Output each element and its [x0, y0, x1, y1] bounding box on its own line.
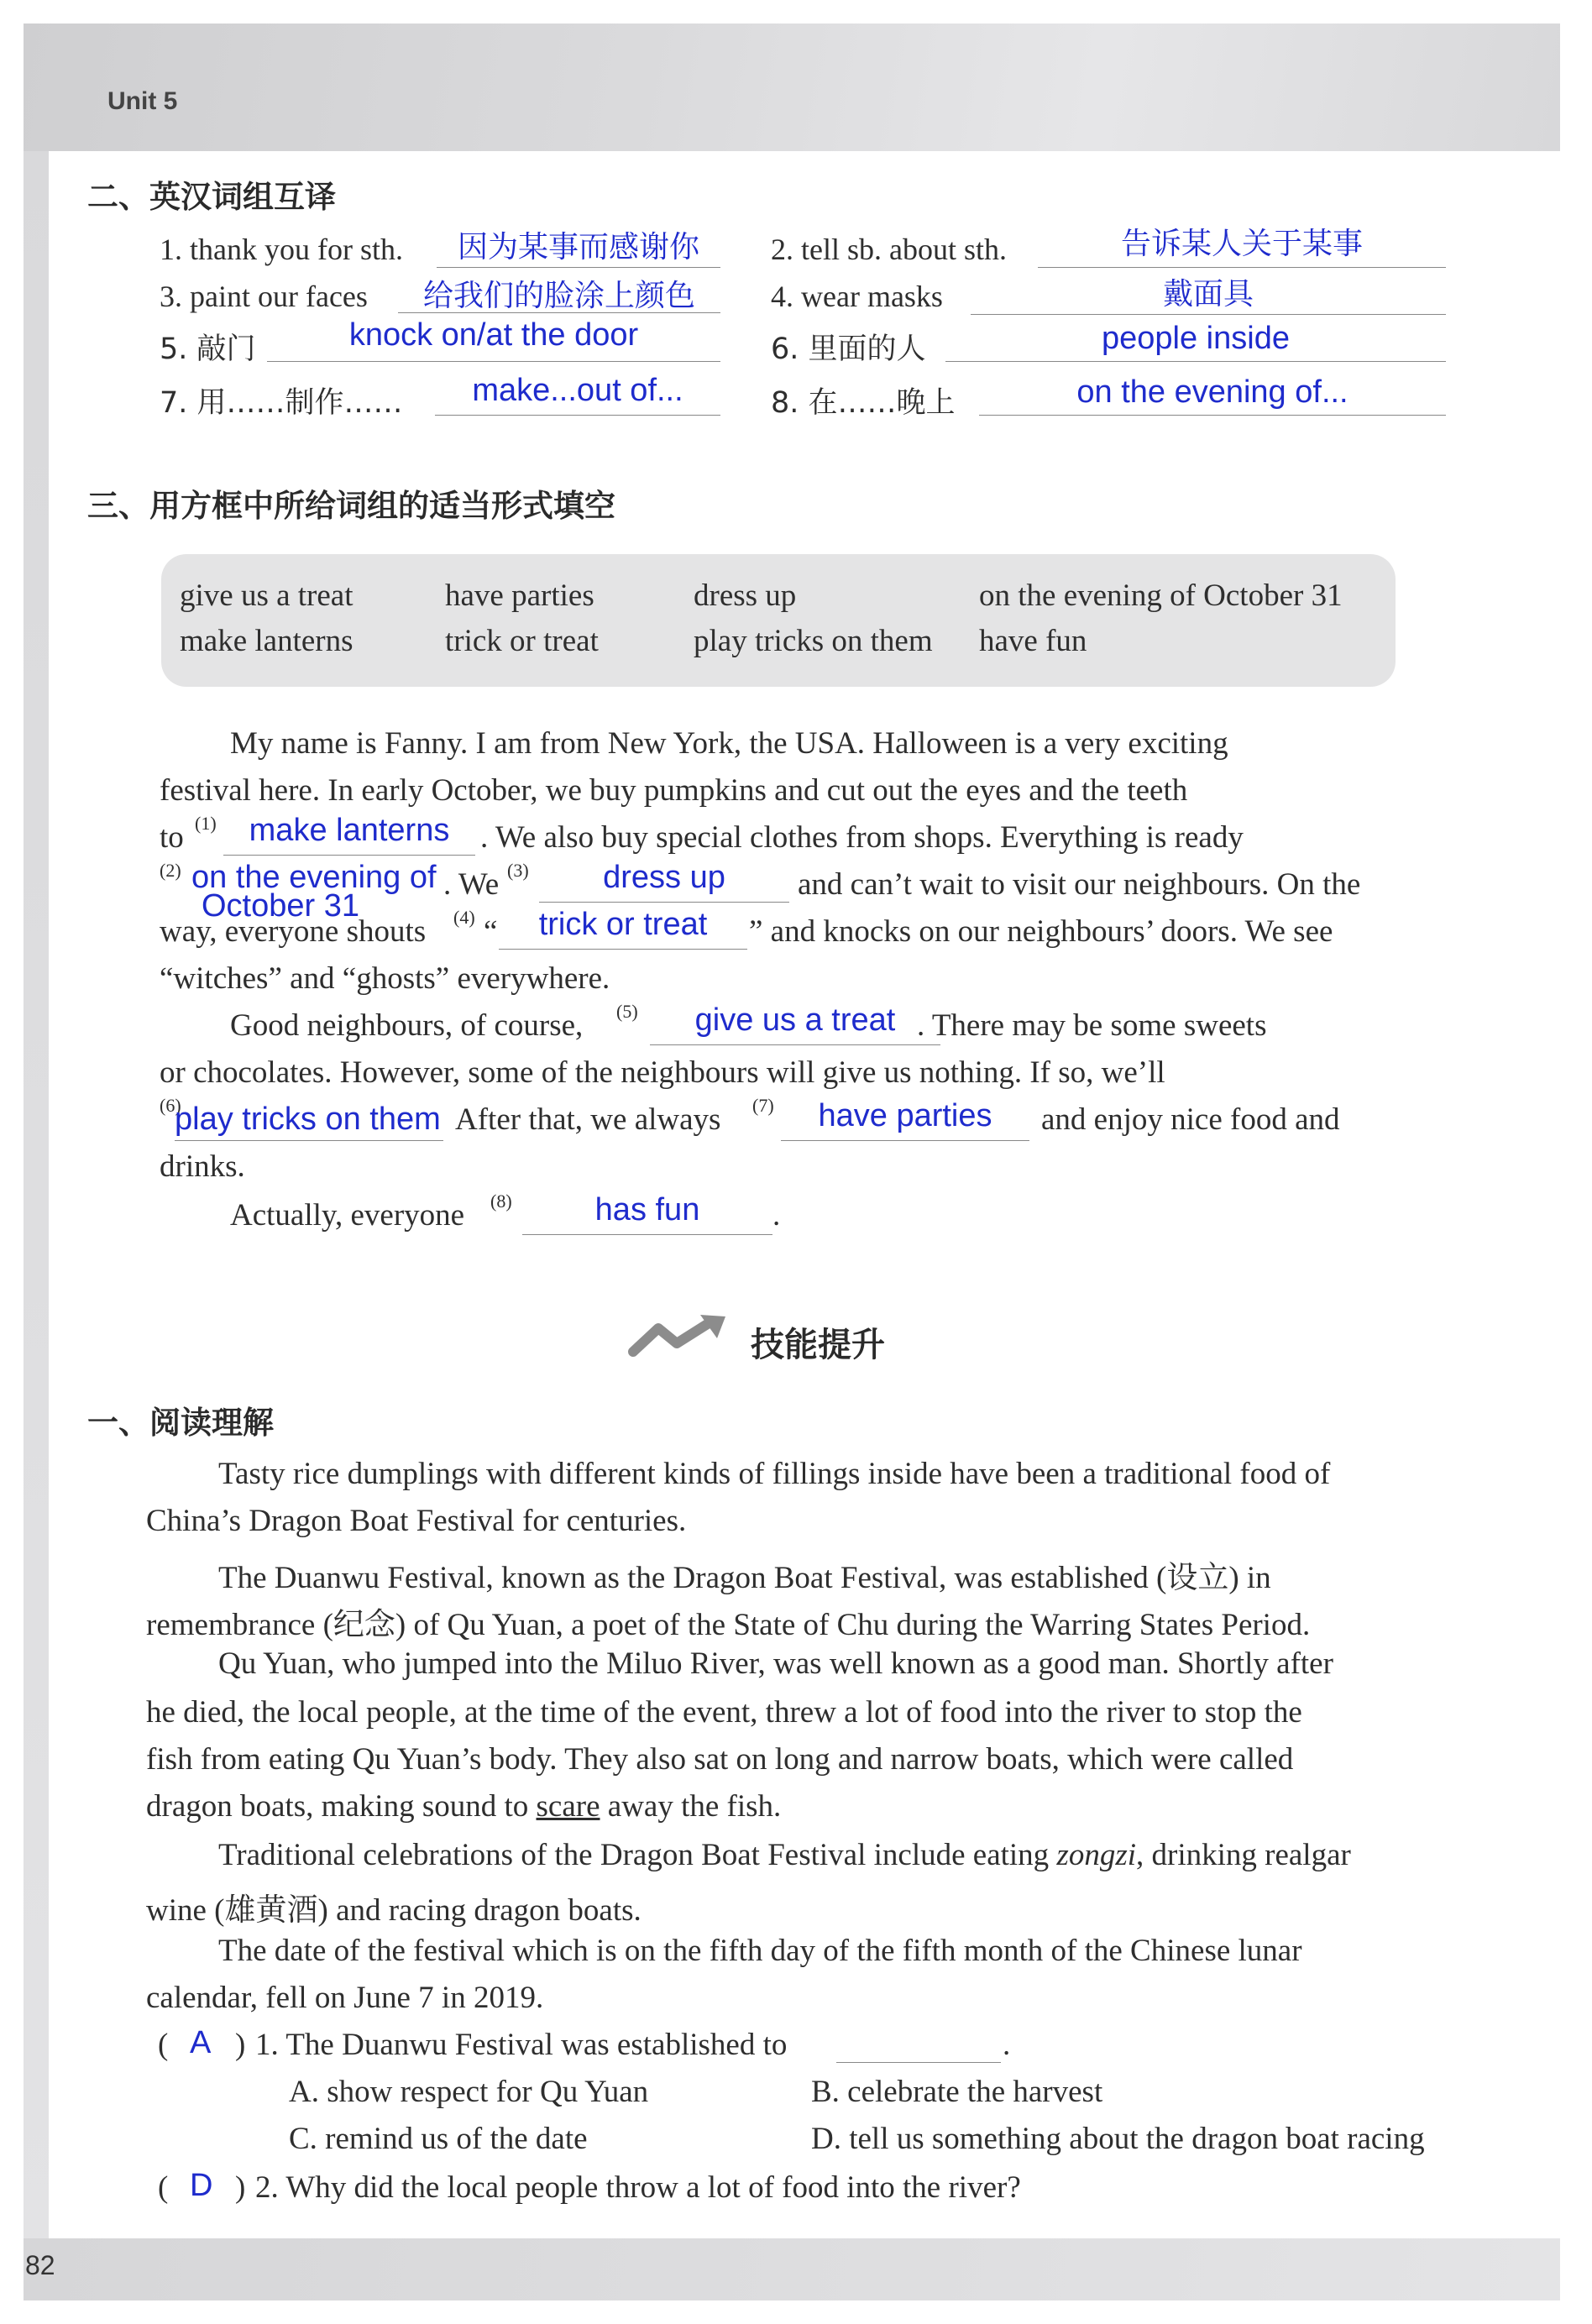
paren-open: ( — [158, 2170, 169, 2205]
blank-number: (4) — [453, 907, 475, 928]
option-b: B. celebrate the harvest — [811, 2075, 1103, 2109]
answer-text: 给我们的脸涂上颜色 — [422, 279, 695, 313]
blank-number: (7) — [752, 1095, 774, 1116]
section-title-translation: 二、英汉词组互译 — [87, 179, 336, 215]
blank-number: (8) — [490, 1191, 512, 1212]
blank-answer-4: trick or treat — [538, 907, 708, 942]
passage-line: or chocolates. However, some of the neighbours will give us nothing. If so, we’ll — [160, 1055, 1165, 1090]
passage-line: Actually, everyone — [230, 1198, 465, 1233]
section-title-fill-in: 三、用方框中所给词组的适当形式填空 — [87, 488, 615, 524]
reading-line — [218, 1837, 1351, 1873]
word-trick-or-treat: trick or treat — [445, 624, 599, 658]
reading-text: dragon boats, making sound to — [146, 1789, 529, 1824]
passage-line: My name is Fanny. I am from New York, the USA. Halloween is a very exciting — [230, 726, 1228, 761]
blank-line-4 — [499, 949, 747, 950]
passage-line: . There may be some sweets — [917, 1008, 1267, 1043]
word-dress-up: dress up — [694, 578, 797, 613]
trend-up-icon — [628, 1315, 729, 1358]
word-make-lanterns: make lanterns — [180, 624, 353, 658]
blank-line-5 — [650, 1044, 940, 1045]
reading-line: Tasty rice dumplings with different kinds of fillings inside have been a traditional food of — [218, 1457, 1331, 1491]
blank-number: (1) — [195, 813, 217, 834]
passage-line: way, everyone shouts — [160, 914, 427, 949]
blank-line-6 — [175, 1140, 443, 1141]
answer-line — [945, 361, 1446, 362]
answer-text: 因为某事而感谢你 — [457, 230, 699, 264]
answer-text: on the evening of... — [1076, 374, 1348, 410]
blank-number: (6) — [160, 1095, 181, 1116]
blank-answer-1: make lanterns — [249, 813, 450, 848]
item-prompt: 5. 敲门 — [160, 332, 256, 366]
reading-line: fish from eating Qu Yuan’s body. They also sat on long and narrow boats, which were called — [146, 1742, 1294, 1777]
unit-label: Unit 5 — [107, 87, 178, 115]
passage-line: . We also buy special clothes from shops. Everything is ready — [480, 820, 1244, 855]
item-prompt: 7. 用……制作…… — [160, 386, 403, 420]
answer-line — [267, 361, 720, 362]
passage-line: festival here. In early October, we buy pumpkins and cut out the eyes and the teeth — [160, 773, 1188, 808]
passage-line: “witches” and “ghosts” everywhere. — [160, 961, 610, 996]
answer-line — [979, 415, 1446, 416]
blank-number: (3) — [507, 860, 529, 881]
footer-band — [24, 2238, 1560, 2300]
blank-answer-7: have parties — [818, 1098, 992, 1133]
header-band — [24, 24, 1560, 151]
option-a: A. show respect for Qu Yuan — [289, 2075, 649, 2109]
passage-line: ” and knocks on our neighbours’ doors. We see — [749, 914, 1333, 949]
answer-line — [1038, 267, 1446, 268]
passage-line: . — [772, 1198, 781, 1233]
reading-line: wine (雄黄酒) and racing dragon boats. — [146, 1893, 642, 1928]
word-have-fun: have fun — [979, 624, 1087, 658]
blank-answer-3: dress up — [603, 860, 725, 895]
answer-line — [437, 267, 720, 268]
question-blank — [836, 2062, 1001, 2063]
item-prompt: 3. paint our faces — [160, 280, 368, 313]
blank-number: (2) — [160, 860, 181, 881]
quote-open: “ — [484, 914, 498, 949]
question-1-answer: A — [190, 2025, 212, 2060]
reading-line: China’s Dragon Boat Festival for centuries. — [146, 1504, 687, 1538]
passage-line: After that, we always — [455, 1102, 721, 1137]
reading-line: calendar, fell on June 7 in 2019. — [146, 1981, 544, 2015]
answer-text: knock on/at the door — [348, 317, 639, 353]
reading-line: he died, the local people, at the time of the event, threw a lot of food into the river to stop the — [146, 1695, 1302, 1730]
side-band — [24, 151, 49, 2238]
passage-line: . We — [443, 867, 500, 902]
word-play-tricks: play tricks on them — [694, 624, 933, 658]
blank-answer-5: give us a treat — [694, 1002, 896, 1038]
question-2-answer: D — [190, 2168, 213, 2203]
skills-heading: 技能提升 — [751, 1326, 885, 1364]
item-prompt: 1. thank you for sth. — [160, 233, 403, 266]
item-prompt: 8. 在……晚上 — [771, 386, 956, 420]
passage-line: and can’t wait to visit our neighbours. On the — [798, 867, 1361, 902]
option-d: D. tell us something about the dragon boat racing — [811, 2122, 1425, 2156]
answer-line — [971, 314, 1446, 315]
paren-open: ( — [158, 2028, 169, 2062]
reading-line: Qu Yuan, who jumped into the Miluo River, was well known as a good man. Shortly after — [218, 1646, 1333, 1681]
reading-text: Traditional celebrations of the Dragon Boat Festival include eating — [218, 1838, 1050, 1872]
passage-line: and enjoy nice food and — [1041, 1102, 1340, 1137]
word-on-the-evening: on the evening of October 31 — [979, 578, 1343, 613]
paren-close: ) — [235, 2170, 246, 2205]
reading-text: , drinking realgar — [1136, 1838, 1351, 1872]
answer-text: 戴面具 — [1162, 277, 1254, 311]
answer-line — [435, 415, 720, 416]
word-give-us-a-treat: give us a treat — [180, 578, 353, 613]
reading-line: The date of the festival which is on the fifth day of the fifth month of the Chinese lunar — [218, 1934, 1302, 1968]
item-prompt: 6. 里面的人 — [771, 332, 926, 366]
item-prompt: 2. tell sb. about sth. — [771, 233, 1007, 266]
reading-line: The Duanwu Festival, known as the Dragon Boat Festival, was established (设立) in — [218, 1561, 1271, 1595]
underlined-word: scare — [536, 1789, 600, 1824]
blank-line-3 — [539, 902, 789, 903]
reading-text: away the fish. — [607, 1789, 782, 1824]
paren-close: ) — [235, 2028, 246, 2062]
answer-text: people inside — [1102, 321, 1290, 356]
blank-line-1 — [223, 855, 475, 856]
section-title-reading: 一、阅读理解 — [87, 1405, 274, 1441]
blank-answer-2-line1: on the evening of — [191, 860, 437, 895]
blank-line-7 — [781, 1140, 1029, 1141]
page-number: 82 — [25, 2250, 55, 2280]
reading-line: remembrance (纪念) of Qu Yuan, a poet of the State of Chu during the Warring States Period. — [146, 1608, 1311, 1642]
passage-line: Good neighbours, of course, — [230, 1008, 584, 1043]
word-have-parties: have parties — [445, 578, 594, 613]
answer-text: 告诉某人关于某事 — [1120, 227, 1363, 261]
option-c: C. remind us of the date — [289, 2122, 588, 2156]
passage-line: to — [160, 820, 184, 855]
blank-answer-6: play tricks on them — [175, 1102, 441, 1137]
reading-line — [146, 1788, 781, 1824]
question-end: . — [1003, 2028, 1011, 2062]
word-box — [161, 554, 1396, 687]
answer-text: make...out of... — [472, 373, 683, 408]
item-prompt: 4. wear masks — [771, 280, 943, 313]
question-stem: 1. The Duanwu Festival was established to — [255, 2028, 788, 2062]
question-stem: 2. Why did the local people throw a lot of food into the river? — [255, 2170, 1021, 2205]
passage-line: drinks. — [160, 1149, 245, 1184]
blank-answer-8: has fun — [594, 1192, 700, 1227]
blank-answer-2-line2: October 31 — [202, 888, 359, 924]
italic-word: zongzi — [1056, 1838, 1136, 1872]
blank-number: (5) — [616, 1001, 638, 1022]
blank-line-8 — [522, 1234, 772, 1235]
